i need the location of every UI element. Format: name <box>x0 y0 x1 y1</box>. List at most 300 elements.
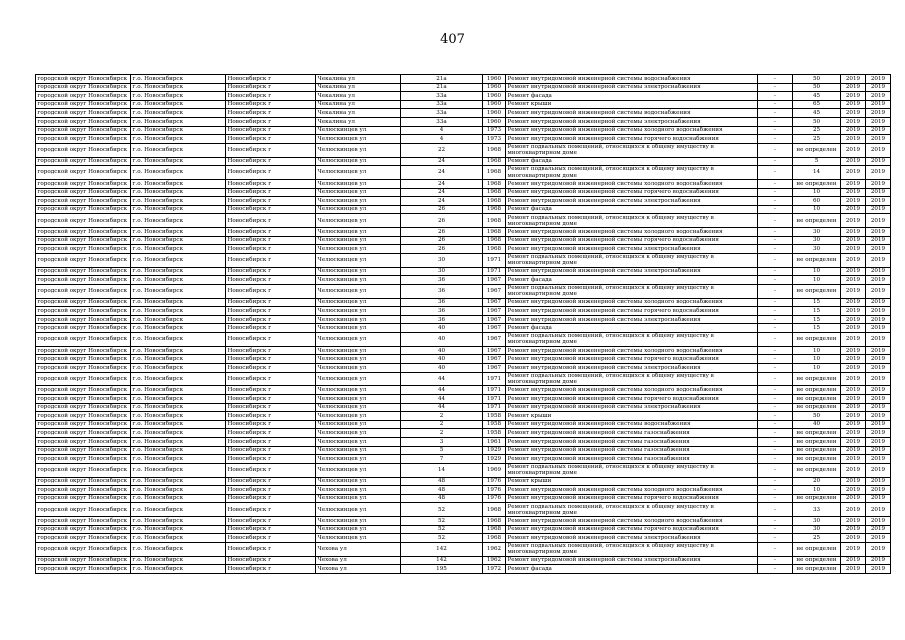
cell-street: Челюскинцев ул <box>316 437 401 446</box>
cell-go: г.о. Новосибирск <box>131 333 226 347</box>
cell-year: 1967 <box>483 276 506 285</box>
cell-okrug: городской округ Новосибирск <box>36 188 131 197</box>
cell-go: г.о. Новосибирск <box>131 126 226 135</box>
cell-y1: 2019 <box>841 179 866 188</box>
cell-cost: 50 <box>793 83 841 92</box>
cell-street: Челюскинцев ул <box>316 214 401 228</box>
table-row <box>36 315 891 324</box>
cell-y2: 2019 <box>866 429 891 438</box>
cell-street: Челюскинцев ул <box>316 245 401 254</box>
cell-house: 33а <box>401 100 483 109</box>
cell-note: - <box>758 236 793 245</box>
cell-cost: не определен <box>793 395 841 404</box>
cell-city: Новосибирск г <box>226 205 316 214</box>
cell-street: Челюскинцев ул <box>316 188 401 197</box>
cell-street: Челюскинцев ул <box>316 298 401 307</box>
cell-house: 4 <box>401 126 483 135</box>
cell-work: Ремонт внутридомовой инженерной системы электроснабжения <box>506 364 758 373</box>
cell-okrug: городской округ Новосибирск <box>36 214 131 228</box>
cell-go: г.о. Новосибирск <box>131 298 226 307</box>
cell-y1: 2019 <box>841 486 866 495</box>
table-row <box>36 395 891 404</box>
cell-note: - <box>758 534 793 543</box>
cell-note: - <box>758 420 793 429</box>
table-row <box>36 525 891 534</box>
cell-city: Новосибирск г <box>226 166 316 180</box>
cell-house: 52 <box>401 517 483 526</box>
cell-city: Новосибирск г <box>226 463 316 477</box>
cell-okrug: городской округ Новосибирск <box>36 372 131 386</box>
cell-note: - <box>758 333 793 347</box>
cell-year: 1929 <box>483 455 506 464</box>
cell-okrug: городской округ Новосибирск <box>36 355 131 364</box>
cell-house: 33а <box>401 109 483 118</box>
cell-okrug: городской округ Новосибирск <box>36 455 131 464</box>
table-row <box>36 166 891 180</box>
cell-city: Новосибирск г <box>226 157 316 166</box>
cell-house: 5 <box>401 446 483 455</box>
cell-y2: 2019 <box>866 214 891 228</box>
cell-okrug: городской округ Новосибирск <box>36 333 131 347</box>
table-row <box>36 126 891 135</box>
cell-okrug: городской округ Новосибирск <box>36 525 131 534</box>
cell-work: Ремонт внутридомовой инженерной системы электроснабжения <box>506 197 758 206</box>
cell-cost: не определен <box>793 372 841 386</box>
cell-cost: не определен <box>793 446 841 455</box>
cell-okrug: городской округ Новосибирск <box>36 236 131 245</box>
cell-go: г.о. Новосибирск <box>131 75 226 84</box>
cell-year: 1960 <box>483 75 506 84</box>
cell-year: 1960 <box>483 100 506 109</box>
cell-y1: 2019 <box>841 197 866 206</box>
cell-work: Ремонт внутридомовой инженерной системы горячего водоснабжения <box>506 525 758 534</box>
table-row <box>36 83 891 92</box>
cell-go: г.о. Новосибирск <box>131 307 226 316</box>
cell-y1: 2019 <box>841 429 866 438</box>
cell-street: Челюскинцев ул <box>316 307 401 316</box>
cell-y2: 2019 <box>866 446 891 455</box>
cell-y2: 2019 <box>866 364 891 373</box>
cell-street: Челюскинцев ул <box>316 157 401 166</box>
cell-street: Чекалина ул <box>316 83 401 92</box>
cell-house: 36 <box>401 284 483 298</box>
cell-go: г.о. Новосибирск <box>131 324 226 333</box>
cell-note: - <box>758 188 793 197</box>
cell-cost: 14 <box>793 166 841 180</box>
cell-y2: 2019 <box>866 100 891 109</box>
cell-cost: не определен <box>793 333 841 347</box>
cell-y2: 2019 <box>866 205 891 214</box>
cell-work: Ремонт внутридомовой инженерной системы газоснабжения <box>506 437 758 446</box>
cell-y2: 2019 <box>866 503 891 517</box>
cell-work: Ремонт внутридомовой инженерной системы холодного водоснабжения <box>506 386 758 395</box>
cell-house: 2 <box>401 412 483 421</box>
cell-year: 1962 <box>483 556 506 565</box>
cell-street: Челюскинцев ул <box>316 333 401 347</box>
cell-y1: 2019 <box>841 205 866 214</box>
cell-year: 1968 <box>483 525 506 534</box>
cell-work: Ремонт внутридомовой инженерной системы газоснабжения <box>506 446 758 455</box>
cell-house: 26 <box>401 245 483 254</box>
table-row <box>36 205 891 214</box>
cell-year: 1976 <box>483 477 506 486</box>
cell-note: - <box>758 75 793 84</box>
cell-y2: 2019 <box>866 333 891 347</box>
cell-go: г.о. Новосибирск <box>131 276 226 285</box>
cell-cost: не определен <box>793 565 841 574</box>
cell-city: Новосибирск г <box>226 494 316 503</box>
cell-street: Чекалина ул <box>316 100 401 109</box>
cell-okrug: городской округ Новосибирск <box>36 284 131 298</box>
table-row <box>36 565 891 574</box>
cell-okrug: городской округ Новосибирск <box>36 324 131 333</box>
cell-okrug: городской округ Новосибирск <box>36 395 131 404</box>
cell-okrug: городской округ Новосибирск <box>36 503 131 517</box>
cell-city: Новосибирск г <box>226 126 316 135</box>
cell-y2: 2019 <box>866 556 891 565</box>
cell-year: 1967 <box>483 333 506 347</box>
cell-note: - <box>758 565 793 574</box>
cell-cost: 10 <box>793 364 841 373</box>
cell-y2: 2019 <box>866 166 891 180</box>
cell-note: - <box>758 157 793 166</box>
cell-note: - <box>758 542 793 556</box>
cell-work: Ремонт внутридомовой инженерной системы электроснабжения <box>506 267 758 276</box>
cell-cost: не определен <box>793 403 841 412</box>
cell-y2: 2019 <box>866 126 891 135</box>
cell-y1: 2019 <box>841 333 866 347</box>
cell-note: - <box>758 517 793 526</box>
cell-note: - <box>758 324 793 333</box>
cell-work: Ремонт фасада <box>506 324 758 333</box>
cell-y2: 2019 <box>866 135 891 144</box>
cell-city: Новосибирск г <box>226 179 316 188</box>
cell-y2: 2019 <box>866 92 891 101</box>
cell-go: г.о. Новосибирск <box>131 403 226 412</box>
cell-y1: 2019 <box>841 534 866 543</box>
cell-y1: 2019 <box>841 253 866 267</box>
cell-year: 1962 <box>483 542 506 556</box>
cell-y1: 2019 <box>841 463 866 477</box>
cell-work: Ремонт фасада <box>506 205 758 214</box>
cell-note: - <box>758 412 793 421</box>
cell-y1: 2019 <box>841 117 866 126</box>
cell-work: Ремонт крыши <box>506 477 758 486</box>
table-row <box>36 463 891 477</box>
cell-go: г.о. Новосибирск <box>131 166 226 180</box>
cell-y2: 2019 <box>866 420 891 429</box>
cell-okrug: городской округ Новосибирск <box>36 245 131 254</box>
cell-y1: 2019 <box>841 315 866 324</box>
cell-city: Новосибирск г <box>226 228 316 237</box>
cell-note: - <box>758 197 793 206</box>
cell-street: Челюскинцев ул <box>316 205 401 214</box>
cell-house: 24 <box>401 157 483 166</box>
cell-house: 52 <box>401 534 483 543</box>
cell-cost: 10 <box>793 205 841 214</box>
cell-house: 21а <box>401 83 483 92</box>
cell-y2: 2019 <box>866 157 891 166</box>
cell-note: - <box>758 463 793 477</box>
cell-cost: 25 <box>793 126 841 135</box>
cell-year: 1971 <box>483 253 506 267</box>
cell-okrug: городской округ Новосибирск <box>36 534 131 543</box>
cell-work: Ремонт внутридомовой инженерной системы электроснабжения <box>506 534 758 543</box>
cell-cost: не определен <box>793 284 841 298</box>
cell-go: г.о. Новосибирск <box>131 455 226 464</box>
cell-city: Новосибирск г <box>226 117 316 126</box>
cell-work: Ремонт подвальных помещений, относящихся к общему имуществу в многоквартирном доме <box>506 284 758 298</box>
table-row <box>36 253 891 267</box>
cell-year: 1968 <box>483 179 506 188</box>
cell-y1: 2019 <box>841 307 866 316</box>
cell-note: - <box>758 437 793 446</box>
cell-y1: 2019 <box>841 364 866 373</box>
cell-house: 44 <box>401 403 483 412</box>
cell-note: - <box>758 253 793 267</box>
cell-house: 30 <box>401 253 483 267</box>
cell-city: Новосибирск г <box>226 372 316 386</box>
cell-house: 44 <box>401 386 483 395</box>
cell-note: - <box>758 556 793 565</box>
cell-go: г.о. Новосибирск <box>131 517 226 526</box>
cell-year: 1968 <box>483 228 506 237</box>
cell-house: 3 <box>401 437 483 446</box>
cell-street: Челюскинцев ул <box>316 494 401 503</box>
cell-y1: 2019 <box>841 324 866 333</box>
cell-year: 1967 <box>483 355 506 364</box>
cell-y2: 2019 <box>866 395 891 404</box>
cell-y1: 2019 <box>841 455 866 464</box>
cell-y1: 2019 <box>841 346 866 355</box>
cell-city: Новосибирск г <box>226 455 316 464</box>
cell-year: 1967 <box>483 284 506 298</box>
cell-y2: 2019 <box>866 565 891 574</box>
cell-y2: 2019 <box>866 324 891 333</box>
cell-y1: 2019 <box>841 412 866 421</box>
cell-y2: 2019 <box>866 355 891 364</box>
table-row <box>36 534 891 543</box>
table-row <box>36 284 891 298</box>
cell-note: - <box>758 403 793 412</box>
cell-note: - <box>758 486 793 495</box>
cell-y1: 2019 <box>841 298 866 307</box>
cell-go: г.о. Новосибирск <box>131 83 226 92</box>
cell-year: 1929 <box>483 446 506 455</box>
cell-street: Чехова ул <box>316 542 401 556</box>
cell-street: Чекалина ул <box>316 92 401 101</box>
cell-cost: 10 <box>793 486 841 495</box>
cell-y1: 2019 <box>841 437 866 446</box>
cell-year: 1968 <box>483 166 506 180</box>
cell-y1: 2019 <box>841 214 866 228</box>
table-row <box>36 117 891 126</box>
cell-okrug: городской округ Новосибирск <box>36 166 131 180</box>
cell-city: Новосибирск г <box>226 486 316 495</box>
cell-go: г.о. Новосибирск <box>131 253 226 267</box>
cell-year: 1968 <box>483 143 506 157</box>
cell-cost: не определен <box>793 429 841 438</box>
cell-house: 40 <box>401 364 483 373</box>
cell-okrug: городской округ Новосибирск <box>36 517 131 526</box>
cell-y2: 2019 <box>866 372 891 386</box>
cell-work: Ремонт фасада <box>506 276 758 285</box>
cell-cost: 15 <box>793 307 841 316</box>
cell-city: Новосибирск г <box>226 276 316 285</box>
cell-cost: 10 <box>793 346 841 355</box>
cell-city: Новосибирск г <box>226 75 316 84</box>
cell-street: Челюскинцев ул <box>316 143 401 157</box>
cell-y2: 2019 <box>866 307 891 316</box>
cell-go: г.о. Новосибирск <box>131 214 226 228</box>
cell-okrug: городской округ Новосибирск <box>36 253 131 267</box>
cell-house: 4 <box>401 135 483 144</box>
cell-y1: 2019 <box>841 477 866 486</box>
cell-house: 21а <box>401 75 483 84</box>
cell-go: г.о. Новосибирск <box>131 205 226 214</box>
cell-cost: 30 <box>793 228 841 237</box>
cell-year: 1967 <box>483 307 506 316</box>
cell-go: г.о. Новосибирск <box>131 395 226 404</box>
table-row <box>36 276 891 285</box>
cell-house: 48 <box>401 477 483 486</box>
cell-cost: 15 <box>793 324 841 333</box>
cell-okrug: городской округ Новосибирск <box>36 556 131 565</box>
cell-cost: не определен <box>793 179 841 188</box>
cell-note: - <box>758 386 793 395</box>
cell-city: Новосибирск г <box>226 395 316 404</box>
cell-y2: 2019 <box>866 315 891 324</box>
cell-year: 1967 <box>483 346 506 355</box>
cell-city: Новосибирск г <box>226 307 316 316</box>
cell-city: Новосибирск г <box>226 355 316 364</box>
cell-house: 33а <box>401 92 483 101</box>
cell-house: 142 <box>401 542 483 556</box>
cell-year: 1971 <box>483 372 506 386</box>
cell-city: Новосибирск г <box>226 214 316 228</box>
cell-go: г.о. Новосибирск <box>131 109 226 118</box>
cell-cost: не определен <box>793 214 841 228</box>
cell-street: Чекалина ул <box>316 117 401 126</box>
cell-year: 1960 <box>483 117 506 126</box>
cell-city: Новосибирск г <box>226 188 316 197</box>
cell-city: Новосибирск г <box>226 298 316 307</box>
cell-y2: 2019 <box>866 534 891 543</box>
cell-house: 26 <box>401 228 483 237</box>
cell-cost: не определен <box>793 386 841 395</box>
cell-year: 1976 <box>483 494 506 503</box>
cell-go: г.о. Новосибирск <box>131 542 226 556</box>
cell-okrug: городской округ Новосибирск <box>36 494 131 503</box>
table-row <box>36 437 891 446</box>
cell-street: Челюскинцев ул <box>316 228 401 237</box>
cell-cost: не определен <box>793 143 841 157</box>
cell-street: Челюскинцев ул <box>316 284 401 298</box>
cell-cost: 50 <box>793 412 841 421</box>
cell-year: 1973 <box>483 135 506 144</box>
cell-y1: 2019 <box>841 386 866 395</box>
cell-street: Челюскинцев ул <box>316 126 401 135</box>
cell-y2: 2019 <box>866 276 891 285</box>
cell-year: 1971 <box>483 395 506 404</box>
cell-note: - <box>758 214 793 228</box>
cell-y1: 2019 <box>841 228 866 237</box>
cell-house: 36 <box>401 276 483 285</box>
table-row <box>36 556 891 565</box>
cell-work: Ремонт внутридомовой инженерной системы водоснабжения <box>506 420 758 429</box>
cell-street: Челюскинцев ул <box>316 135 401 144</box>
cell-note: - <box>758 228 793 237</box>
cell-street: Челюскинцев ул <box>316 477 401 486</box>
cell-go: г.о. Новосибирск <box>131 556 226 565</box>
cell-go: г.о. Новосибирск <box>131 420 226 429</box>
cell-city: Новосибирск г <box>226 143 316 157</box>
cell-y1: 2019 <box>841 284 866 298</box>
cell-work: Ремонт внутридомовой инженерной системы горячего водоснабжения <box>506 188 758 197</box>
cell-city: Новосибирск г <box>226 109 316 118</box>
cell-city: Новосибирск г <box>226 315 316 324</box>
cell-year: 1961 <box>483 437 506 446</box>
cell-y2: 2019 <box>866 228 891 237</box>
table-row <box>36 386 891 395</box>
cell-note: - <box>758 179 793 188</box>
cell-work: Ремонт внутридомовой инженерной системы электроснабжения <box>506 117 758 126</box>
cell-city: Новосибирск г <box>226 236 316 245</box>
cell-street: Челюскинцев ул <box>316 503 401 517</box>
cell-cost: 30 <box>793 245 841 254</box>
cell-y1: 2019 <box>841 143 866 157</box>
cell-okrug: городской округ Новосибирск <box>36 420 131 429</box>
cell-cost: 60 <box>793 197 841 206</box>
cell-house: 30 <box>401 267 483 276</box>
cell-work: Ремонт подвальных помещений, относящихся к общему имуществу в многоквартирном доме <box>506 463 758 477</box>
cell-work: Ремонт крыши <box>506 412 758 421</box>
cell-y1: 2019 <box>841 395 866 404</box>
table-row <box>36 188 891 197</box>
cell-city: Новосибирск г <box>226 245 316 254</box>
cell-y1: 2019 <box>841 236 866 245</box>
cell-okrug: городской округ Новосибирск <box>36 83 131 92</box>
cell-cost: 10 <box>793 276 841 285</box>
cell-y1: 2019 <box>841 565 866 574</box>
cell-work: Ремонт подвальных помещений, относящихся к общему имуществу в многоквартирном доме <box>506 372 758 386</box>
cell-house: 40 <box>401 346 483 355</box>
cell-okrug: городской округ Новосибирск <box>36 157 131 166</box>
cell-year: 1971 <box>483 267 506 276</box>
cell-street: Челюскинцев ул <box>316 403 401 412</box>
cell-cost: не определен <box>793 494 841 503</box>
capital-repair-table <box>35 74 891 574</box>
cell-y1: 2019 <box>841 75 866 84</box>
cell-house: 44 <box>401 395 483 404</box>
cell-cost: 40 <box>793 420 841 429</box>
cell-cost: 30 <box>793 236 841 245</box>
cell-go: г.о. Новосибирск <box>131 364 226 373</box>
cell-go: г.о. Новосибирск <box>131 463 226 477</box>
cell-y1: 2019 <box>841 276 866 285</box>
cell-city: Новосибирск г <box>226 420 316 429</box>
cell-work: Ремонт подвальных помещений, относящихся к общему имуществу в многоквартирном доме <box>506 542 758 556</box>
cell-cost: не определен <box>793 542 841 556</box>
cell-note: - <box>758 205 793 214</box>
table-row <box>36 75 891 84</box>
cell-go: г.о. Новосибирск <box>131 117 226 126</box>
cell-year: 1972 <box>483 565 506 574</box>
cell-year: 1967 <box>483 324 506 333</box>
cell-note: - <box>758 83 793 92</box>
cell-year: 1960 <box>483 92 506 101</box>
cell-note: - <box>758 307 793 316</box>
